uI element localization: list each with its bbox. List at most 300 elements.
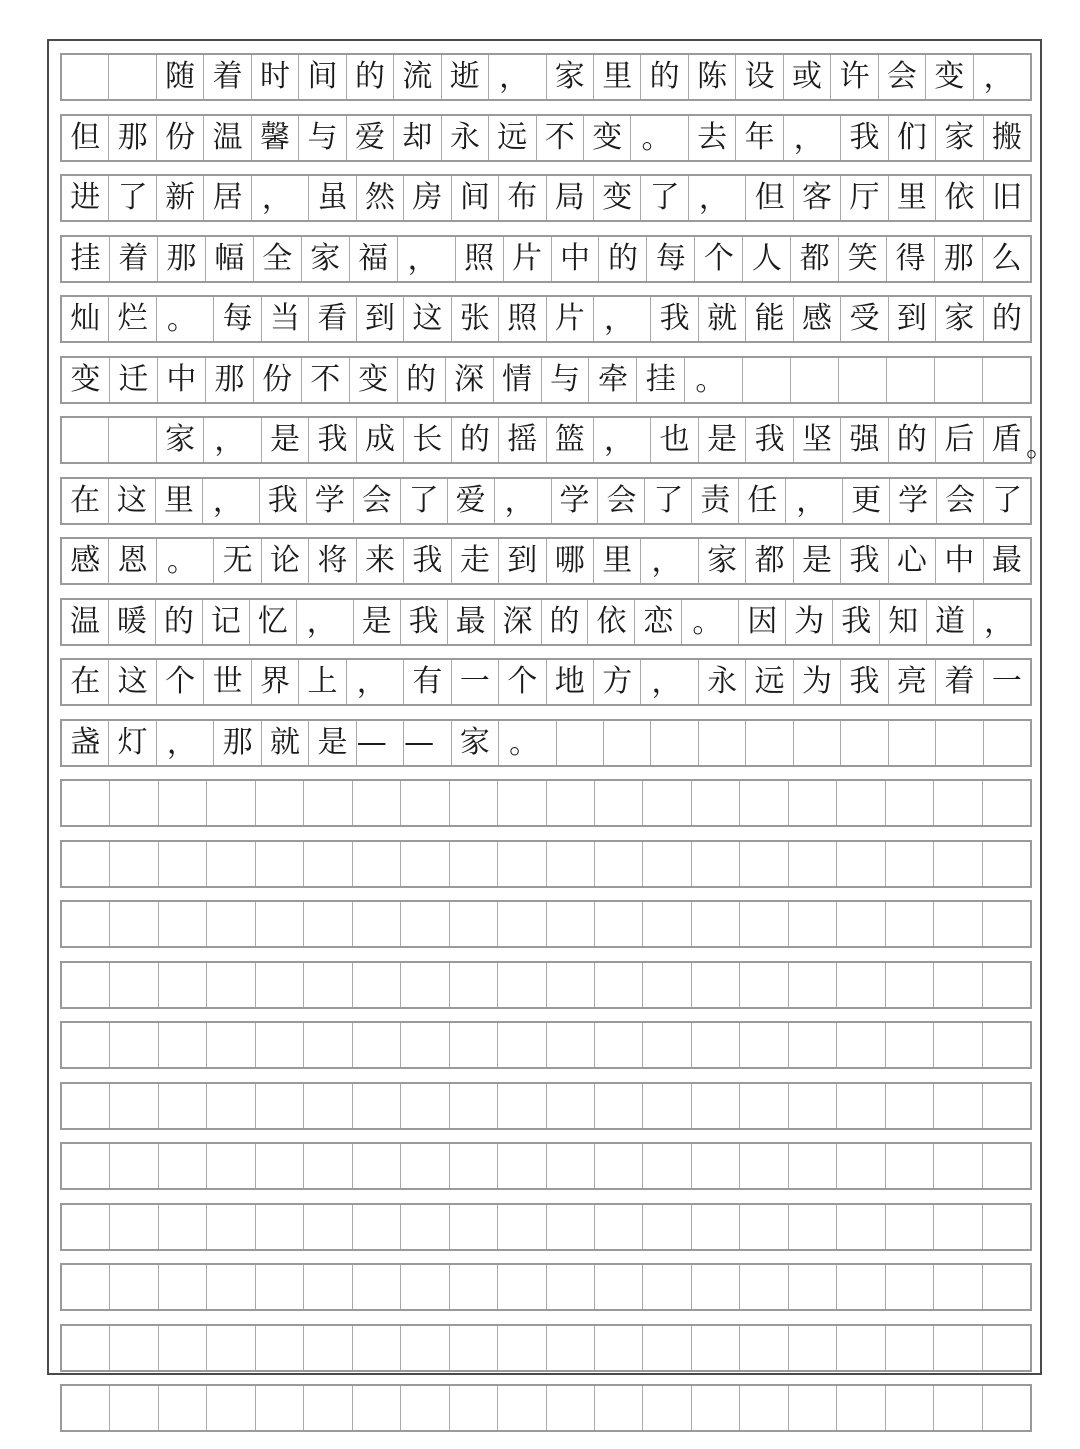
- grid-cell-char: 温: [204, 116, 251, 160]
- grid-cell-char: 那: [206, 358, 254, 402]
- grid-cell-empty: [740, 1205, 788, 1249]
- grid-cell-empty: [450, 781, 498, 825]
- grid-cell-empty: [401, 1205, 449, 1249]
- grid-cell-empty: [62, 1326, 110, 1370]
- grid-cell-char: 家: [936, 297, 983, 341]
- grid-row: [60, 1384, 1032, 1432]
- grid-cell-empty: [692, 1023, 740, 1067]
- grid-cell-empty: [110, 1084, 158, 1128]
- grid-cell-char: 会: [937, 479, 984, 523]
- grid-row: [60, 537, 1032, 585]
- grid-cell-empty: [353, 1023, 401, 1067]
- grid-cell-char: 着: [936, 660, 983, 704]
- grid-row: [60, 779, 1032, 827]
- grid-cell-empty: [110, 1326, 158, 1370]
- grid-cell-char: 情: [494, 358, 542, 402]
- grid-cell-char: 家: [936, 116, 983, 160]
- grid-cell-char: 家: [547, 55, 594, 99]
- grid-cell-char: ，: [784, 116, 841, 160]
- grid-cell-empty: [643, 902, 691, 946]
- grid-cell-char: 盾: [991, 422, 1022, 457]
- grid-cell-empty: [740, 842, 788, 886]
- grid-cell-empty: [256, 902, 304, 946]
- grid-cell-empty: [304, 902, 352, 946]
- grid-cell-empty: [886, 1386, 934, 1430]
- grid-cell-char: 。: [685, 358, 743, 402]
- grid-cell-empty: [353, 1144, 401, 1188]
- grid-cell-char: 我: [651, 297, 698, 341]
- grid-cell-empty: [934, 1023, 982, 1067]
- grid-cell-empty: [547, 842, 595, 886]
- grid-cell-char: ，: [984, 604, 1015, 640]
- grid-row: [60, 900, 1032, 948]
- grid-cell-empty: [837, 1144, 885, 1188]
- grid-cell-char: 那: [158, 237, 206, 281]
- grid-cell-char: 更: [843, 479, 890, 523]
- grid-cell-char: 笑: [839, 237, 887, 281]
- grid-cell-empty: [401, 781, 449, 825]
- grid-cell-empty: [837, 1386, 885, 1430]
- grid-cell-empty: [304, 1386, 352, 1430]
- grid-cell-empty: [886, 1084, 934, 1128]
- grid-cell-empty: [159, 902, 207, 946]
- grid-cell-char: 不: [302, 358, 350, 402]
- grid-cell-empty: [740, 1326, 788, 1370]
- grid-cell-char: 爱: [448, 479, 495, 523]
- grid-cell-char: 世: [204, 660, 251, 704]
- grid-cell-empty: [110, 842, 158, 886]
- grid-cell-char: 了: [109, 176, 156, 220]
- grid-cell-empty: [983, 1326, 1030, 1370]
- grid-cell-char: 我: [746, 418, 793, 462]
- grid-cell-empty: [401, 1084, 449, 1128]
- grid-cell-empty: [604, 721, 651, 765]
- grid-cell-char: 里: [594, 55, 641, 99]
- grid-cell-char: 片: [504, 237, 552, 281]
- grid-cell-empty: [789, 781, 837, 825]
- grid-cell-char: 到: [499, 539, 546, 583]
- grid-cell-empty: [595, 1205, 643, 1249]
- grid-cell-empty: [740, 1265, 788, 1309]
- grid-cell-empty: [62, 1205, 110, 1249]
- grid-cell-empty: [547, 1386, 595, 1430]
- grid-cell-empty: [498, 1084, 546, 1128]
- grid-cell-char: 中: [158, 358, 206, 402]
- grid-cell-empty: [789, 842, 837, 886]
- grid-cell-empty: [547, 1084, 595, 1128]
- grid-cell-empty: [886, 1144, 934, 1188]
- grid-cell-char: 里: [889, 176, 936, 220]
- grid-cell-char: 与: [299, 116, 346, 160]
- grid-cell-char: 了: [992, 482, 1023, 518]
- grid-cell-char: 的: [991, 301, 1022, 336]
- grid-cell-char: 全: [254, 237, 302, 281]
- grid-cell-empty: [886, 1265, 934, 1309]
- grid-cell-empty: [643, 1326, 691, 1370]
- grid-cell-char: 永: [442, 116, 489, 160]
- grid-cell-empty: [983, 358, 1030, 402]
- grid-cell-empty: [256, 1144, 304, 1188]
- grid-cell-empty: [595, 1023, 643, 1067]
- grid-cell-empty: [256, 1084, 304, 1128]
- grid-cell-empty: [450, 1386, 498, 1430]
- grid-cell-char: 幅: [206, 237, 254, 281]
- grid-cell-char: 个: [499, 660, 546, 704]
- grid-cell-empty: [159, 781, 207, 825]
- grid-cell-char: 地: [547, 660, 594, 704]
- grid-cell-char: 虽: [309, 176, 356, 220]
- grid-cell-empty: [789, 1265, 837, 1309]
- grid-cell-empty: [692, 1386, 740, 1430]
- grid-cell-char: 客: [794, 176, 841, 220]
- grid-cell-char: 变: [350, 358, 398, 402]
- grid-row: [60, 1203, 1032, 1251]
- grid-cell-char: ，: [252, 176, 309, 220]
- grid-cell-empty: [498, 1205, 546, 1249]
- grid-cell-char: ，: [594, 418, 651, 462]
- grid-cell-empty: [450, 963, 498, 1007]
- grid-cell-empty: [110, 781, 158, 825]
- grid-cell-char: 着: [204, 55, 251, 99]
- grid-cell-empty: [643, 842, 691, 886]
- grid-cell-char: 远: [746, 660, 793, 704]
- grid-cell-char: 哪: [547, 539, 594, 583]
- grid-row: [60, 658, 1032, 706]
- grid-cell-empty: [839, 358, 887, 402]
- grid-cell-char: 最: [448, 600, 495, 644]
- grid-cell-empty: [837, 963, 885, 1007]
- grid-cell-empty: [498, 1326, 546, 1370]
- grid-cell-char: 着: [110, 237, 158, 281]
- grid-cell-empty: [207, 902, 255, 946]
- grid-cell-char: 依: [936, 176, 983, 220]
- grid-cell-empty: [643, 963, 691, 1007]
- grid-cell-char: 房: [404, 176, 451, 220]
- grid-cell-char: 照: [499, 297, 546, 341]
- grid-cell-empty: [789, 1386, 837, 1430]
- grid-cell-empty: [794, 721, 841, 765]
- grid-cell-char: ，: [641, 539, 698, 583]
- grid-cell-char: 变: [62, 358, 110, 402]
- grid-cell-empty: [841, 721, 888, 765]
- grid-cell-empty: [304, 963, 352, 1007]
- grid-cell-empty: [109, 418, 156, 462]
- grid-cell-char: 与: [542, 358, 590, 402]
- grid-cell-empty: [643, 1386, 691, 1430]
- grid-cell-char: 变: [594, 176, 641, 220]
- grid-cell-char: 那: [109, 116, 156, 160]
- grid-cell-char: 温: [62, 600, 109, 644]
- grid-cell-empty: [256, 842, 304, 886]
- grid-cell-char: 里: [156, 479, 203, 523]
- grid-cell-char: 篮: [547, 418, 594, 462]
- grid-cell-char: 每: [647, 237, 695, 281]
- grid-row: [60, 477, 1032, 525]
- grid-cell-empty: [887, 358, 935, 402]
- grid-cell-char: 到: [889, 297, 936, 341]
- grid-cell-char: 为: [786, 600, 833, 644]
- grid-cell-empty: [740, 963, 788, 1007]
- grid-cell-empty: [110, 1265, 158, 1309]
- grid-cell-empty: [401, 842, 449, 886]
- grid-cell-char: 设: [736, 55, 783, 99]
- grid-cell-empty: [692, 963, 740, 1007]
- grid-cell-char: 家: [302, 237, 350, 281]
- grid-cell-empty: [837, 1023, 885, 1067]
- grid-cell-char: ，: [398, 237, 456, 281]
- grid-cell-char: 烂: [109, 297, 156, 341]
- grid-cell-empty: [110, 902, 158, 946]
- grid-cell-char: ，: [204, 418, 261, 462]
- grid-cell-empty: [837, 1265, 885, 1309]
- grid-cell-char: 来: [357, 539, 404, 583]
- grid-cell-empty: [304, 842, 352, 886]
- grid-cell-empty: [110, 1023, 158, 1067]
- grid-cell-char: 人: [743, 237, 791, 281]
- grid-cell-char: 会: [879, 55, 926, 99]
- grid-cell-empty: [643, 1084, 691, 1128]
- grid-cell-empty: [62, 963, 110, 1007]
- grid-cell-empty: [207, 963, 255, 1007]
- grid-cell-empty: [450, 1084, 498, 1128]
- grid-cell-char: —: [357, 721, 404, 765]
- grid-cell-char: 个: [157, 660, 204, 704]
- grid-cell-empty: [256, 1265, 304, 1309]
- grid-cell-char: 灯: [109, 721, 156, 765]
- grid-cell-empty: [498, 1386, 546, 1430]
- grid-cell-char: 。: [157, 539, 214, 583]
- grid-cell-char: 暖: [109, 600, 156, 644]
- grid-cell-empty: [353, 781, 401, 825]
- grid-cell-empty: [110, 1144, 158, 1188]
- grid-cell-char: ，: [641, 660, 698, 704]
- grid-cell-empty: [643, 781, 691, 825]
- grid-cell-char: 学: [890, 479, 937, 523]
- grid-cell-empty: [450, 1265, 498, 1309]
- grid-cell-char: 却: [394, 116, 441, 160]
- grid-cell-empty: [983, 1084, 1030, 1128]
- grid-cell-empty: [207, 1326, 255, 1370]
- grid-cell-empty: [934, 1144, 982, 1188]
- grid-cell-empty: [304, 1023, 352, 1067]
- grid-row: [60, 1324, 1032, 1372]
- grid-cell-empty: [304, 1144, 352, 1188]
- grid-cell-char: 家: [699, 539, 746, 583]
- grid-cell-empty: [643, 1023, 691, 1067]
- grid-cell-empty: [62, 1144, 110, 1188]
- grid-cell-empty: [692, 1205, 740, 1249]
- grid-cell-empty: [207, 1265, 255, 1309]
- grid-cell-empty: [498, 1023, 546, 1067]
- grid-cell-empty: [159, 1205, 207, 1249]
- grid-cell-empty: [699, 721, 746, 765]
- grid-cell-char: 流: [394, 55, 441, 99]
- grid-cell-char: 忆: [250, 600, 297, 644]
- essay-sheet: [47, 39, 1042, 1375]
- grid-cell-empty: [595, 1084, 643, 1128]
- grid-cell-char: 但: [746, 176, 793, 220]
- grid-cell-empty: [207, 1205, 255, 1249]
- grid-cell-char: 会: [354, 479, 401, 523]
- grid-cell-empty: [498, 902, 546, 946]
- grid-cell-empty: [547, 902, 595, 946]
- grid-cell-char: 感: [62, 539, 109, 583]
- grid-cell-empty: [256, 1326, 304, 1370]
- grid-cell-char: 当: [262, 297, 309, 341]
- grid-cell-char: 许: [831, 55, 878, 99]
- grid-cell-empty: [595, 842, 643, 886]
- grid-cell-char: 的: [542, 600, 589, 644]
- grid-cell-empty: [789, 1023, 837, 1067]
- grid-cell-empty: [353, 842, 401, 886]
- grid-cell-char: 份: [254, 358, 302, 402]
- grid-row: [60, 1082, 1032, 1130]
- grid-cell-empty: [651, 721, 698, 765]
- grid-cell-char: 中: [552, 237, 600, 281]
- grid-cell-empty: [743, 358, 791, 402]
- grid-cell-empty: [983, 842, 1030, 886]
- grid-cell-empty: [934, 781, 982, 825]
- grid-cell-char: 但: [62, 116, 109, 160]
- grid-cell-empty: [207, 1023, 255, 1067]
- grid-cell-empty: [983, 963, 1030, 1007]
- grid-cell-empty: [547, 963, 595, 1007]
- grid-cell-char: 永: [699, 660, 746, 704]
- grid-cell-char: 。: [157, 297, 214, 341]
- grid-cell-char: 有: [404, 660, 451, 704]
- grid-cell-char: 我: [833, 600, 880, 644]
- grid-cell-char: 旧: [991, 180, 1022, 215]
- grid-cell-char: 方: [594, 660, 641, 704]
- grid-cell-char: —: [404, 721, 451, 765]
- grid-cell-empty: [109, 55, 156, 99]
- grid-cell-char: 后: [936, 418, 983, 462]
- grid-cell-char: 那: [214, 721, 261, 765]
- grid-cell-empty: [401, 1144, 449, 1188]
- grid-row: [60, 356, 1032, 404]
- grid-cell-char: 道: [927, 600, 974, 644]
- grid-row: [60, 961, 1032, 1009]
- grid-cell-char: ，: [489, 55, 546, 99]
- grid-cell-empty: [789, 1326, 837, 1370]
- grid-cell-char: 会: [598, 479, 645, 523]
- grid-cell-empty: [983, 781, 1030, 825]
- grid-cell-char: 成: [357, 418, 404, 462]
- grid-row: [60, 1263, 1032, 1311]
- grid-cell-empty: [498, 1265, 546, 1309]
- grid-cell-char: 这: [109, 660, 156, 704]
- grid-cell-char: 牵: [589, 358, 637, 402]
- grid-cell-char: 挂: [637, 358, 685, 402]
- grid-cell-char: 间: [299, 55, 346, 99]
- grid-cell-char: 然: [357, 176, 404, 220]
- grid-cell-empty: [983, 1144, 1030, 1188]
- grid-cell-char: 那: [935, 237, 983, 281]
- grid-cell-char: 受: [841, 297, 888, 341]
- grid-cell-empty: [256, 1023, 304, 1067]
- grid-cell-empty: [547, 781, 595, 825]
- grid-cell-char: 不: [537, 116, 584, 160]
- grid-cell-char: 长: [404, 418, 451, 462]
- grid-cell-char: 都: [791, 237, 839, 281]
- grid-cell-empty: [62, 55, 109, 99]
- grid-cell-empty: [450, 1023, 498, 1067]
- grid-cell-empty: [789, 902, 837, 946]
- grid-cell-empty: [837, 1205, 885, 1249]
- grid-cell-empty: [498, 781, 546, 825]
- grid-row: [60, 1142, 1032, 1190]
- grid-cell-char: 了: [645, 479, 692, 523]
- grid-cell-empty: [547, 1023, 595, 1067]
- grid-cell-empty: [837, 1326, 885, 1370]
- grid-cell-empty: [207, 1084, 255, 1128]
- grid-cell-char: 进: [62, 176, 109, 220]
- grid-cell-char: 感: [794, 297, 841, 341]
- grid-cell-empty: [159, 963, 207, 1007]
- grid-cell-empty: [498, 963, 546, 1007]
- grid-cell-empty: [353, 1326, 401, 1370]
- grid-cell-empty: [837, 1084, 885, 1128]
- grid-cell-char: ，: [495, 479, 552, 523]
- grid-cell-char: 逝: [442, 55, 489, 99]
- grid-cell-empty: [889, 721, 936, 765]
- grid-cell-empty: [983, 1386, 1030, 1430]
- grid-cell-char: 我: [309, 418, 356, 462]
- grid-cell-empty: [934, 842, 982, 886]
- grid-cell-empty: [62, 781, 110, 825]
- grid-cell-char: 的: [156, 600, 203, 644]
- grid-cell-empty: [984, 721, 1030, 765]
- grid-cell-char: 责: [692, 479, 739, 523]
- grid-cell-char: 我: [401, 600, 448, 644]
- grid-cell-char: 得: [887, 237, 935, 281]
- grid-cell-char: 年: [736, 116, 783, 160]
- grid-cell-char: 厅: [841, 176, 888, 220]
- grid-cell-empty: [886, 1023, 934, 1067]
- grid-cell-empty: [983, 1205, 1030, 1249]
- grid-cell-char: 去: [689, 116, 736, 160]
- grid-cell-empty: [159, 1386, 207, 1430]
- grid-cell-char: 是: [794, 539, 841, 583]
- grid-cell-empty: [692, 1265, 740, 1309]
- grid-cell-empty: [643, 1144, 691, 1188]
- grid-cell-char: 照: [456, 237, 504, 281]
- grid-cell-char: 盏: [62, 721, 109, 765]
- grid-cell-empty: [557, 721, 604, 765]
- grid-cell-empty: [304, 781, 352, 825]
- grid-cell-char: 依: [588, 600, 635, 644]
- grid-cell-empty: [983, 1265, 1030, 1309]
- grid-cell-empty: [789, 963, 837, 1007]
- grid-cell-empty: [740, 1144, 788, 1188]
- grid-cell-empty: [935, 358, 983, 402]
- grid-cell-empty: [159, 1326, 207, 1370]
- grid-cell-char: ，: [689, 176, 746, 220]
- grid-cell-char: 走: [452, 539, 499, 583]
- grid-cell-empty: [304, 1084, 352, 1128]
- grid-row: [60, 719, 1032, 767]
- grid-cell-empty: [207, 1144, 255, 1188]
- grid-cell-empty: [746, 721, 793, 765]
- grid-cell-empty: [789, 1084, 837, 1128]
- grid-cell-char: 家: [157, 418, 204, 462]
- grid-cell-char: 也: [651, 418, 698, 462]
- grid-cell-char: 摇: [499, 418, 546, 462]
- grid-cell-char: 我: [260, 479, 307, 523]
- grid-cell-empty: [110, 963, 158, 1007]
- grid-cell-char: 任: [739, 479, 786, 523]
- grid-cell-empty: [692, 781, 740, 825]
